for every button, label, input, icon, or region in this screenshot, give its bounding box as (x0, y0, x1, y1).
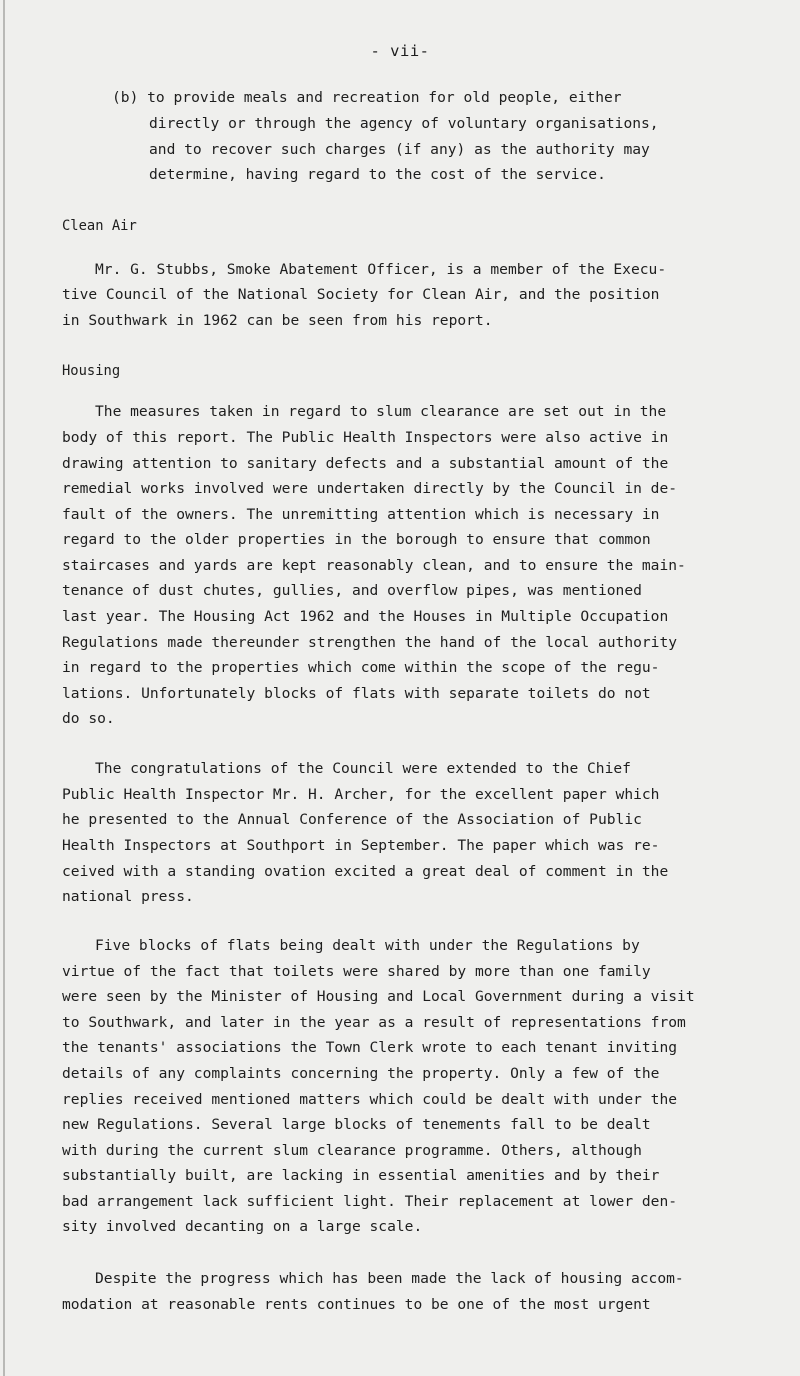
paragraph-line: were seen by the Minister of Housing and Local Government during a visit (62, 988, 695, 1005)
paragraph-line: virtue of the fact that toilets were shared by more than one family (62, 963, 651, 980)
paragraph-line: the tenants' associations the Town Clerk wrote to each tenant inviting (62, 1039, 678, 1056)
paragraph-line: bad arrangement lack sufficient light. Their replacement at lower den- (62, 1193, 678, 1210)
paragraph-line: drawing attention to sanitary defects and a substantial amount of the (62, 455, 669, 472)
paragraph-line: remedial works involved were undertaken directly by the Council in de- (62, 480, 678, 497)
paragraph-line: lations. Unfortunately blocks of flats with separate toilets do not (62, 685, 651, 702)
paragraph-line: The measures taken in regard to slum clearance are set out in the (95, 403, 667, 420)
paragraph-line: replies received mentioned matters which could be dealt with under the (62, 1091, 678, 1108)
paragraph-line: fault of the owners. The unremitting attention which is necessary in (62, 506, 660, 523)
paragraph-line: substantially built, are lacking in essential amenities and by their (62, 1167, 660, 1184)
paragraph-line: Health Inspectors at Southport in September. The paper which was re- (62, 837, 660, 854)
paragraph-line: in Southwark in 1962 can be seen from his report. (62, 312, 493, 329)
paragraph-line: tenance of dust chutes, gullies, and overflow pipes, was mentioned (62, 582, 642, 599)
housing-heading: Housing (62, 363, 121, 379)
paragraph-line: Regulations made thereunder strengthen the hand of the local authority (62, 634, 678, 651)
item-b-line: directly or through the agency of voluntary organisations, (149, 115, 659, 132)
page-edge-line (3, 0, 5, 1376)
item-b-line: (b) to provide meals and recreation for old people, either (112, 89, 622, 106)
paragraph-line: staircases and yards are kept reasonably clean, and to ensure the main- (62, 557, 686, 574)
paragraph-line: regard to the older properties in the borough to ensure that common (62, 531, 651, 548)
paragraph-line: Mr. G. Stubbs, Smoke Abatement Officer, is a member of the Execu- (95, 261, 667, 278)
item-b-line: determine, having regard to the cost of the service. (149, 166, 606, 183)
paragraph-line: to Southwark, and later in the year as a result of representations from (62, 1014, 686, 1031)
paragraph-line: Public Health Inspector Mr. H. Archer, for the excellent paper which (62, 786, 660, 803)
paragraph-line: details of any complaints concerning the property. Only a few of the (62, 1065, 660, 1082)
paragraph-line: sity involved decanting on a large scale. (62, 1218, 423, 1235)
paragraph-line: The congratulations of the Council were extended to the Chief (95, 760, 631, 777)
paragraph-line: last year. The Housing Act 1962 and the Houses in Multiple Occupation (62, 608, 669, 625)
paragraph-line: ceived with a standing ovation excited a great deal of comment in the (62, 863, 669, 880)
paragraph-line: he presented to the Annual Conference of the Association of Public (62, 811, 642, 828)
paragraph-line: body of this report. The Public Health Inspectors were also active in (62, 429, 669, 446)
clean-air-heading: Clean Air (62, 218, 137, 234)
paragraph-line: Despite the progress which has been made the lack of housing accom- (95, 1270, 684, 1287)
paragraph-line: modation at reasonable rents continues to be one of the most urgent (62, 1296, 651, 1313)
page-number: - vii- (370, 42, 430, 60)
paragraph-line: in regard to the properties which come within the scope of the regu- (62, 659, 660, 676)
paragraph-line: tive Council of the National Society for Clean Air, and the position (62, 286, 660, 303)
paragraph-line: national press. (62, 888, 194, 905)
paragraph-line: Five blocks of flats being dealt with under the Regulations by (95, 937, 640, 954)
paragraph-line: do so. (62, 710, 115, 727)
paragraph-line: new Regulations. Several large blocks of tenements fall to be dealt (62, 1116, 651, 1133)
paragraph-line: with during the current slum clearance programme. Others, although (62, 1142, 642, 1159)
item-b-line: and to recover such charges (if any) as the authority may (149, 141, 650, 158)
